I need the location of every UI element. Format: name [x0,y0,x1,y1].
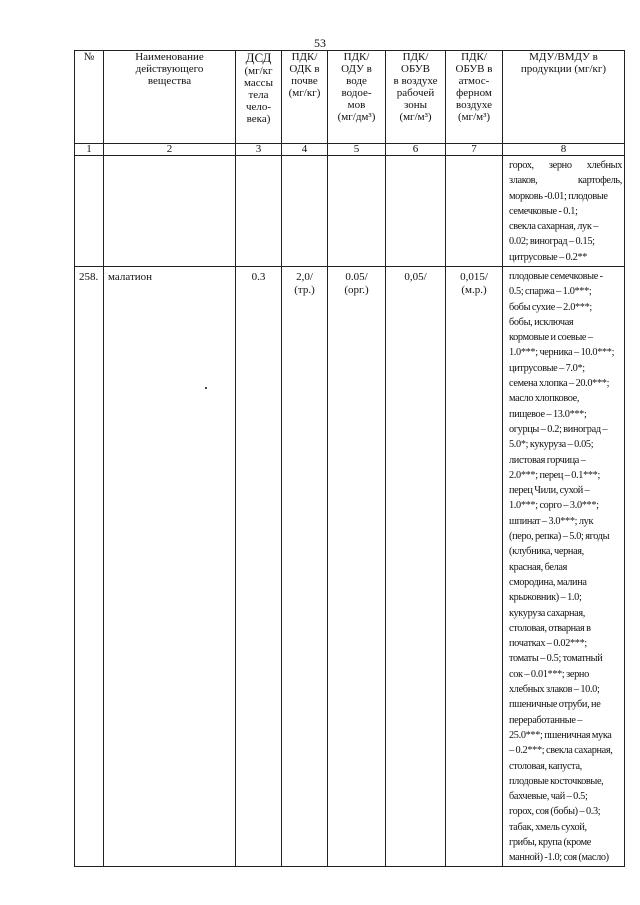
continuation-mrl-cell [503,156,625,267]
header-mrl: МДУ/ВМДУ в продукции (мг/кг) [503,51,625,144]
mrl-line: переработанные – [509,714,583,726]
soil-value: 2,0/ (тр.) [282,267,328,867]
mrl-line: крыжовник) – 1.0; [509,592,582,604]
mrl-line: бобы сухие – 2.0***; [509,301,592,313]
mrl-line: 1.0***; черника – 10.0***; [509,347,615,359]
mrl-line: (перо, репка) – 5.0; ягоды [509,531,610,543]
column-number: 5 [328,144,386,156]
column-number: 6 [386,144,446,156]
continuation-line: морковь -0.01; плодовые [509,190,608,202]
mrl-line: пшеничные отруби, не [509,699,601,711]
page-number: 53 [314,36,326,50]
regulation-table [74,50,625,867]
mrl-line: плодовые семечковые - [509,271,603,282]
header-num: № [75,51,104,144]
mrl-line: смородина, малина [509,576,587,588]
mrl-line: семена хлопка – 20.0***; [509,378,610,390]
mrl-line: 0.5; спаржа – 1.0***; [509,286,592,298]
continuation-row [75,156,625,267]
mrl-line: кукуруза сахарная, [509,607,585,619]
table-row [75,267,625,867]
mrl-line: кормовые и соевые – [509,332,593,344]
continuation-line: свекла сахарная, лук – [509,221,599,233]
continuation-line: цитрусовые – 0.2** [509,251,588,263]
column-number: 3 [236,144,282,156]
column-number: 2 [104,144,236,156]
mrl-line: шпинат – 3.0***; лук [509,515,594,527]
header-name: Наименование действующего вещества [104,51,236,144]
mrl-line: масло хлопковое, [509,393,580,405]
water-value: 0.05/ (орг.) [328,267,386,867]
continuation-line: семечковые - 0.1; [509,205,578,217]
mrl-line: хлебных злаков – 10.0; [509,684,600,696]
mrl-line: листовая горчица – [509,454,586,466]
mrl-cell [503,267,625,867]
mrl-line: горох, соя (бобы) – 0.3; [509,806,601,818]
mrl-line: 1.0***; сорго – 3.0***; [509,500,599,512]
mrl-line: пищевое – 13.0***; [509,408,587,420]
mrl-line: бобы, исключая [509,316,574,328]
row-number: 258. [75,267,104,867]
mrl-line: (клубника, черная, [509,546,584,558]
mrl-line: табак, хмель сухой, [509,821,587,833]
mrl-line: бахчевые, чай – 0.5; [509,791,588,803]
mrl-line: перец Чили, сухой – [509,485,590,497]
dsd-value: 0.3 [236,267,282,867]
mrl-line: плодовые косточковые, [509,775,604,787]
mrl-line: красная, белая [509,561,567,573]
mrl-line: початках – 0.02***; [509,638,587,650]
continuation-line: злаков, картофель, [509,175,622,187]
mrl-line: 2.0***; перец – 0.1***; [509,469,600,481]
atmo-value: 0,015/ (м.р.) [446,267,503,867]
header-row [75,51,625,144]
mrl-line: 25.0***; пшеничная мука [509,729,612,741]
mrl-line: томаты – 0.5; томатный [509,653,603,665]
header-soil: ПДК/ ОДК в почве (мг/кг) [282,51,328,144]
header-water: ПДК/ ОДУ в воде водое- мов (мг/дм³) [328,51,386,144]
mrl-line: огурцы – 0.2; виноград – [509,423,608,435]
mrl-line: грибы, крупа (кроме [509,836,591,848]
column-number-row [75,144,625,156]
mrl-line: столовая, капуста, [509,760,582,772]
mrl-line: 5.0*; кукуруза – 0.05; [509,439,594,451]
header-dsd: ДСД (мг/кг массы тела чело- века) [236,51,282,144]
substance-name: малатион [104,267,236,867]
workzone-value: 0,05/ [386,267,446,867]
header-workzone: ПДК/ ОБУВ в воздухе рабочей зоны (мг/м³) [386,51,446,144]
column-number: 4 [282,144,328,156]
mrl-line: столовая, отварная в [509,622,591,634]
mrl-line: цитрусовые – 7.0*; [509,362,585,374]
mrl-line: манной) -1.0; соя (масло) [509,852,609,864]
mrl-line: – 0.2***; свекла сахарная, [509,745,613,757]
column-number: 7 [446,144,503,156]
mrl-line: сок – 0.01***; зерно [509,668,589,680]
scan-speck [205,387,207,389]
continuation-line: 0.02; виноград – 0.15; [509,236,595,248]
continuation-line: горох, зерно хлебных [509,160,622,171]
header-atmo: ПДК/ ОБУВ в атмос- ферном воздухе (мг/м³) [446,51,503,144]
column-number: 1 [75,144,104,156]
column-number: 8 [503,144,625,156]
